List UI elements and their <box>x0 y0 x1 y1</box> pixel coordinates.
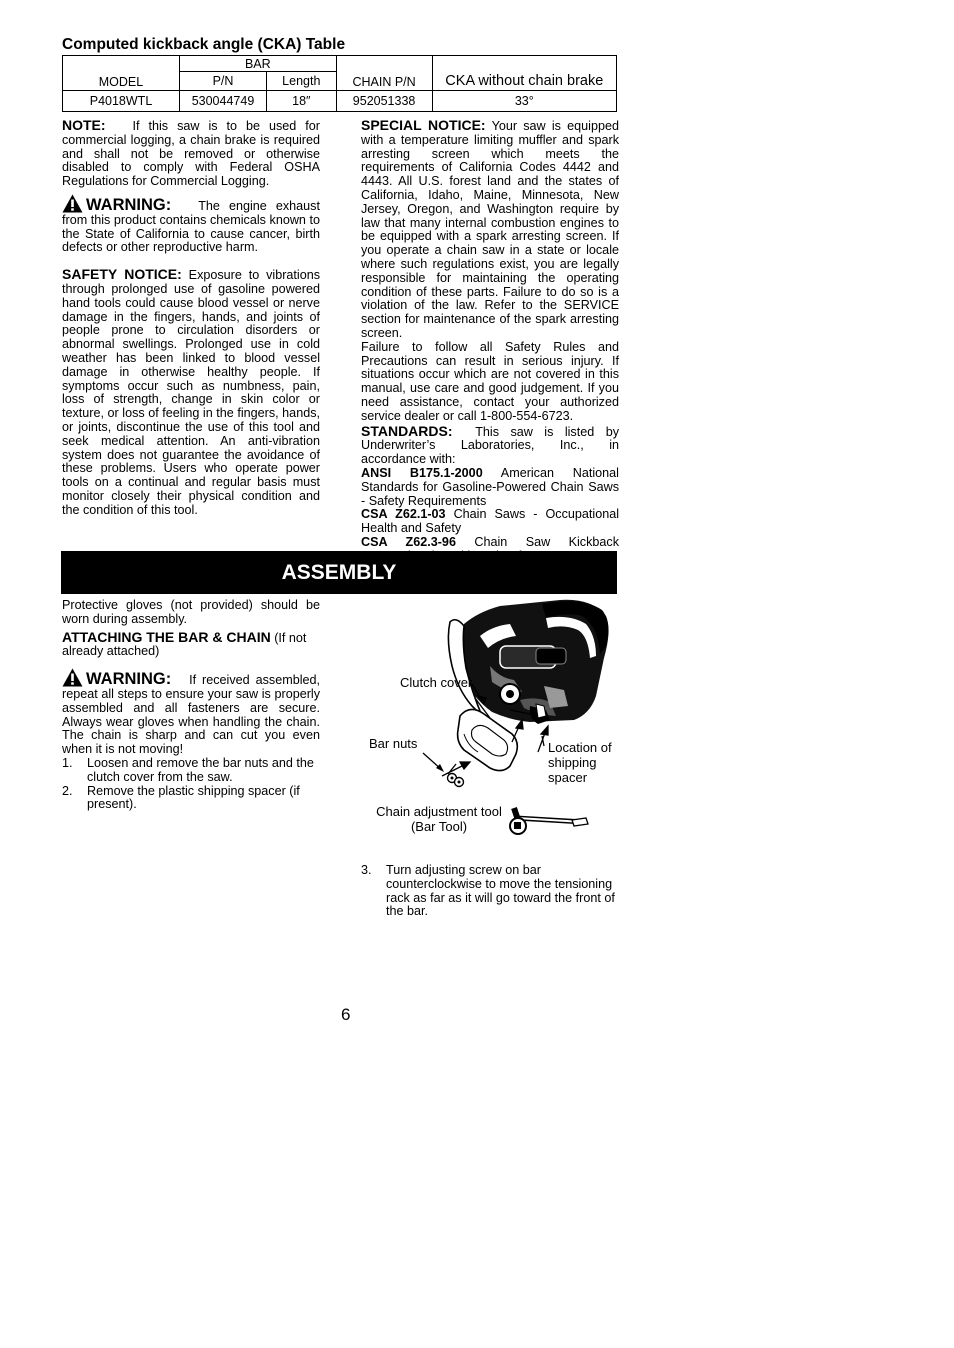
assembly-banner: ASSEMBLY <box>61 551 617 594</box>
warning-assembled <box>62 668 320 757</box>
assembly-steps <box>62 757 320 812</box>
safety-notice <box>62 268 320 517</box>
standard-item <box>361 467 619 508</box>
list-item: 1. Loosen and remove the bar nuts and the clutch cover from the saw. <box>62 755 314 784</box>
label-bar-tool: Chain adjustment tool (Bar Tool) <box>376 804 502 834</box>
left-column <box>62 119 320 518</box>
note-text: If this saw is to be used for commercial logging, a chain brake is required and shall not be removed or otherwise disabled to comply with Federal OSHA Regulations for Commercial Logging. <box>62 119 320 189</box>
header-bar-length: Length <box>267 72 337 91</box>
special-notice <box>361 119 619 341</box>
standards-intro: This saw is listed by Underwriter’s Laboratories, Inc., in accordance with: <box>361 424 619 467</box>
standard-item <box>361 508 619 536</box>
chainsaw-body <box>448 600 608 724</box>
special-notice-label: SPECIAL NOTICE: <box>361 117 486 133</box>
cell-cka: 33° <box>432 91 616 112</box>
failure-notice: Failure to follow all Safety Rules and Precautions can result in serious injury. If situations occur which are not covered in this manual, use care and good judgement. If you need assistance, contact your authorized service dealer or call 1-800-554-6723. <box>361 339 619 423</box>
cell-model: P4018WTL <box>63 91 180 112</box>
warning-assembled-text: If received assembled, repeat all steps to ensure your saw is properly assembled and all fasteners are secure. Always wear gloves when handling the chain. The chain is sharp and can cut you even when it is not moving! <box>62 673 321 757</box>
standards-label: STANDARDS: <box>361 422 453 439</box>
list-item: 3. Turn adjusting screw on bar counterclockwise to move the tensioning rack as far as it will go toward the front of the bar. <box>361 863 615 919</box>
warning-triangle-icon <box>62 194 83 213</box>
assembly-right-steps <box>361 864 619 919</box>
warning-label: WARNING: <box>86 670 172 689</box>
page-number: 6 <box>341 1005 351 1024</box>
cka-table <box>62 55 617 112</box>
note-label: NOTE: <box>62 117 106 133</box>
warning-label: WARNING: <box>86 195 172 214</box>
warning-exhaust-text: The engine exhaust from this product contains chemicals known to the State of California to cause cancer, birth defects or other reproductive harm. <box>62 198 320 255</box>
label-clutch-cover: Clutch cover <box>400 675 473 690</box>
header-chain-pn: CHAIN P/N <box>336 56 432 91</box>
standard-code: ANSI B175.1-2000 <box>361 465 483 480</box>
header-bar: BAR <box>180 56 337 72</box>
bar-tool-icon <box>510 808 588 834</box>
cka-table-title: Computed kickback angle (CKA) Table <box>62 36 346 53</box>
standard-code: CSA Z62.3-96 <box>361 534 456 549</box>
safety-notice-label: SAFETY NOTICE: <box>62 266 182 283</box>
cell-chain-pn: 952051338 <box>336 91 432 112</box>
attach-heading: ATTACHING THE BAR & CHAIN <box>62 628 271 645</box>
cell-bar-pn: 530044749 <box>180 91 267 112</box>
cell-bar-length: 18″ <box>267 91 337 112</box>
header-model: MODEL <box>63 56 180 91</box>
standard-text: Chain Saws - Occupational Health and Safety <box>361 507 619 536</box>
list-item: 2. Remove the plastic shipping spacer (if present). <box>62 783 300 812</box>
label-shipping-spacer: Location of shipping spacer <box>548 740 612 785</box>
right-column <box>361 119 619 564</box>
standard-text: Chain Saw Kickback <box>474 534 620 549</box>
label-bar-nuts: Bar nuts <box>369 736 418 751</box>
attach-note: (If not already attached) <box>62 630 307 659</box>
assembly-left-column <box>62 599 320 812</box>
gloves-note: Protective gloves (not provided) should be worn during assembly. <box>62 598 320 626</box>
standards <box>361 422 619 467</box>
bar-nuts <box>448 774 464 787</box>
note-paragraph <box>62 119 320 189</box>
header-bar-pn: P/N <box>180 72 267 91</box>
standard-code: CSA Z62.1-03 <box>361 507 446 522</box>
special-notice-text: Your saw is equipped with a temperature limiting muffler and spark arresting screen which meets the requirements of California Codes 4442 and 4443. All U.S. forest land and the states of California, Idaho, Maine, Minnesota, New Jersey, Oregon, and Washington require by law that many internal combustion engines to be equipped with a spark arresting screen. If you operate a chain saw in a state or locale where such regulations exist, you are legally responsible for maintaining the operating condition of these parts. Failure to do so is a violation of the law. Refer to the SERVICE section for maintenance of the spark arresting screen. <box>361 119 619 340</box>
header-cka: CKA without chain brake <box>432 56 616 91</box>
warning-exhaust <box>62 194 320 255</box>
warning-triangle-icon <box>62 668 83 687</box>
safety-notice-text: Exposure to vibrations through prolonged use of gasoline powered hand tools could cause blood vessel or nerve damage in the fingers, hands, and joints of people prone to circulation disorders or abnormal swellings. Prolonged use in cold weather has been linked to blood vessel damage in otherwise healthy people. If symptoms occur such as numbness, pain, loss of strength, change in skin color or texture, or loss of feeling in the fingers, hands, or joints, discontinue the use of this tool and seek medical attention. An anti-vibration system does not guarantee the avoidance of these problems. Users who operate power tools on a continual and regular basis must monitor closely their physical condition and the condition of this tool. <box>62 268 321 517</box>
standard-text: American National Standards for Gasoline-Powered Chain Saws - Safety Requirements <box>361 465 619 508</box>
attach-heading-paragraph <box>62 628 320 660</box>
